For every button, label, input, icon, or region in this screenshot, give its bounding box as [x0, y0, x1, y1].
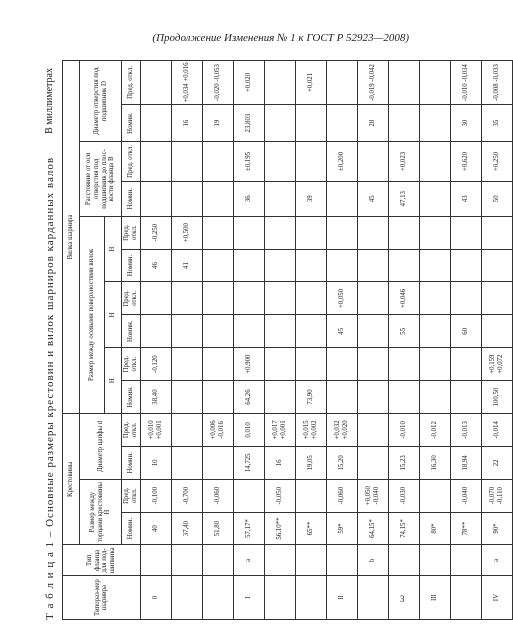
cell-b: [202, 181, 233, 216]
nominal-label: Номин.: [122, 104, 141, 141]
cell-flange: [419, 545, 450, 576]
cell-type: [171, 576, 202, 620]
cell-flange: a: [233, 545, 264, 576]
cell-type: I: [233, 576, 264, 620]
nominal-label: Номин.: [122, 249, 141, 282]
cell-h: 51,80: [202, 512, 233, 545]
cell-h1-tol: +0,900: [233, 348, 264, 381]
table-row: [481, 61, 512, 620]
cell-h2-tol: [171, 282, 202, 315]
cell-h2-tol: [419, 282, 450, 315]
cell-b: 47,13: [388, 181, 419, 216]
cell-h3-tol: [202, 216, 233, 249]
cell-h1-tol: [419, 348, 450, 381]
nominal-label: Номин.: [122, 315, 141, 348]
cell-b: 43: [450, 181, 481, 216]
tolerance-label: Пред. откл.: [122, 216, 141, 249]
nominal-label: Номин.: [122, 446, 141, 479]
cell-b: 36: [233, 181, 264, 216]
cell-dd: 30: [450, 104, 481, 141]
cell-h3: [264, 249, 295, 282]
cell-dd: 35: [481, 104, 512, 141]
cell-b-tol: +0,620: [450, 142, 481, 181]
cell-h3-tol: -0,250: [140, 216, 171, 249]
cell-b-tol: +0,250: [481, 142, 512, 181]
cell-h3: [202, 249, 233, 282]
cell-b-tol: [264, 142, 295, 181]
tolerance-label: Пред. откл.: [122, 282, 141, 315]
cell-h3: [295, 249, 326, 282]
cell-h3: [481, 249, 512, 282]
cell-h1-tol: [388, 348, 419, 381]
cell-h: 65**: [295, 512, 326, 545]
cell-d: 16: [264, 446, 295, 479]
cell-b-tol: [140, 142, 171, 181]
cell-h-tol: [419, 479, 450, 512]
col-flange-dist: Расстояние от оси отверстия под подшипник до плос-кости фланца B: [80, 142, 122, 217]
cell-b: 39: [295, 181, 326, 216]
col-type: Типораз-мер шарнира: [63, 576, 141, 620]
group-krestovina: Крестовины: [63, 413, 80, 545]
cell-h-tol: -0,030: [388, 479, 419, 512]
table-row: [357, 61, 388, 620]
cell-h3: 41: [171, 249, 202, 282]
cell-h1: [419, 381, 450, 414]
cell-b-tol: ±0,195: [233, 142, 264, 181]
cell-flange: [450, 545, 481, 576]
cell-d: [357, 446, 388, 479]
cell-h2-tol: +0,046: [388, 282, 419, 315]
cell-h1: [450, 381, 481, 414]
cell-h1: 38,40: [140, 381, 171, 414]
col-journal-diam: Диаметр цапфы d: [80, 413, 122, 479]
cell-dd-tol: +0,020: [233, 61, 264, 105]
unit-note: В миллиметрах: [44, 68, 55, 134]
cell-b-tol: +0,023: [388, 142, 419, 181]
cell-h3-tol: [357, 216, 388, 249]
cell-h1-tol: +0,159 +0,072: [481, 348, 512, 381]
tolerance-label: Пред. откл.: [122, 142, 141, 181]
cell-h3-tol: [481, 216, 512, 249]
cell-d: 16,30: [419, 446, 450, 479]
dimensions-table: [62, 60, 513, 620]
cell-h1: [388, 381, 419, 414]
cell-b-tol: [295, 142, 326, 181]
cell-h3-tol: [233, 216, 264, 249]
cell-h1: 100,50: [481, 381, 512, 414]
cell-h2-tol: [481, 282, 512, 315]
cell-h2: [357, 315, 388, 348]
table-row: [295, 61, 326, 620]
cell-dd: 19: [202, 104, 233, 141]
group-vilka: Вилка шарнира: [63, 61, 80, 414]
cell-h1-tol: [171, 348, 202, 381]
cell-h-tol: -0,700: [171, 479, 202, 512]
cell-d-tol: +0,006 -0,016: [202, 413, 233, 446]
table-caption: Т а б л и ц а 1 – Основные размеры крестовин и вилок шарниров карданных валов: [44, 156, 56, 620]
cell-h2: [295, 315, 326, 348]
cell-h1: [357, 381, 388, 414]
table-row: [171, 61, 202, 620]
cell-flange: [388, 545, 419, 576]
cell-h2: [419, 315, 450, 348]
cell-flange: [202, 545, 233, 576]
cell-h3: [326, 249, 357, 282]
cell-b: [140, 181, 171, 216]
cell-dd: [264, 104, 295, 141]
cell-h-tol: -0,040: [450, 479, 481, 512]
cell-h1: [264, 381, 295, 414]
col-bore-diam: Диаметр отверстия под подшипник D: [80, 61, 122, 142]
cell-flange: [264, 545, 295, 576]
cell-b: [171, 181, 202, 216]
cell-h: 74,15*: [388, 512, 419, 545]
cell-b: [264, 181, 295, 216]
cell-h2: 60: [450, 315, 481, 348]
cell-h-tol: -0,060: [202, 479, 233, 512]
col-h3: H: [105, 216, 122, 282]
table-row: [450, 61, 481, 620]
cell-h2: [140, 315, 171, 348]
cell-h: 80*: [419, 512, 450, 545]
cell-d-tol: +0,032 +0,020: [326, 413, 357, 446]
page-number: 3: [400, 594, 405, 604]
cell-d: 10: [140, 446, 171, 479]
cell-type: [357, 576, 388, 620]
cell-h3-tol: [264, 216, 295, 249]
cell-h-tol: [233, 479, 264, 512]
cell-h1: [326, 381, 357, 414]
col-size-between: Размер между торцами крестовины H: [80, 479, 122, 545]
cell-h1: [202, 381, 233, 414]
table-row: [264, 61, 295, 620]
tolerance-label: Пред. откл.: [122, 61, 141, 105]
nominal-label: Номин.: [122, 181, 141, 216]
cell-h2-tol: [202, 282, 233, 315]
cell-b: 45: [357, 181, 388, 216]
cell-h1: 64,26: [233, 381, 264, 414]
cell-h1-tol: [450, 348, 481, 381]
cell-d: [171, 446, 202, 479]
col-h2: H: [105, 282, 122, 348]
cell-h3-tol: [326, 216, 357, 249]
cell-dd: [295, 104, 326, 141]
cell-dd-tol: +0,034 +0,016: [171, 61, 202, 105]
cell-dd-tol: [326, 61, 357, 105]
cell-d-tol: [357, 413, 388, 446]
nominal-label: Номин.: [122, 381, 141, 414]
cell-d: 19,05: [295, 446, 326, 479]
cell-h1: 73,90: [295, 381, 326, 414]
cell-dd: [419, 104, 450, 141]
cell-d: 15,23: [388, 446, 419, 479]
cell-h3-tol: [295, 216, 326, 249]
table-row: [202, 61, 233, 620]
cell-h2-tol: [357, 282, 388, 315]
cell-h1-tol: [326, 348, 357, 381]
cell-d-tol: 0,010: [233, 413, 264, 446]
rotated-table-block: [44, 60, 504, 620]
cell-d-tol: +0,015 +0,002: [295, 413, 326, 446]
tolerance-label: Пред. откл.: [122, 479, 141, 512]
cell-h-tol: -0,060: [326, 479, 357, 512]
cell-h3: [450, 249, 481, 282]
cell-d: [202, 446, 233, 479]
cell-dd: [140, 104, 171, 141]
cell-type: [202, 576, 233, 620]
tolerance-label: Пред. откл.: [122, 413, 141, 446]
cell-type: II: [326, 576, 357, 620]
cell-dd: [326, 104, 357, 141]
cell-d-tol: -0,010: [388, 413, 419, 446]
cell-h1-tol: [295, 348, 326, 381]
tolerance-label: Пред. откл.: [122, 348, 141, 381]
cell-h2-tol: [450, 282, 481, 315]
cell-h1: [171, 381, 202, 414]
cell-dd-tol: [419, 61, 450, 105]
cell-flange: [326, 545, 357, 576]
cell-b-tol: [171, 142, 202, 181]
table-body: [140, 61, 512, 620]
cell-flange: [295, 545, 326, 576]
cell-h3-tol: [388, 216, 419, 249]
cell-b: [326, 181, 357, 216]
cell-d-tol: -0,013: [450, 413, 481, 446]
cell-h2: [233, 315, 264, 348]
cell-b: [419, 181, 450, 216]
cell-h3-tol: [419, 216, 450, 249]
cell-h-tol: [295, 479, 326, 512]
cell-h2: 55: [388, 315, 419, 348]
cell-h: 40: [140, 512, 171, 545]
cell-h3: [388, 249, 419, 282]
cell-flange: a: [481, 545, 512, 576]
cell-type: [264, 576, 295, 620]
cell-h2-tol: +0,050: [326, 282, 357, 315]
cell-h2: 45: [326, 315, 357, 348]
col-h1: H: [105, 348, 122, 414]
cell-dd-tol: -0,019 -0,042: [357, 61, 388, 105]
cell-h2-tol: [264, 282, 295, 315]
cell-dd-tol: [140, 61, 171, 105]
cell-h2: [202, 315, 233, 348]
cell-dd: 16: [171, 104, 202, 141]
cell-dd-tol: -0,010 -0,034: [450, 61, 481, 105]
cell-h: 56,10**: [264, 512, 295, 545]
cell-h: 78**: [450, 512, 481, 545]
cell-h3: [357, 249, 388, 282]
cell-d: 14,725: [233, 446, 264, 479]
cell-dd-tol: -0,020 -0,053: [202, 61, 233, 105]
cell-dd-tol: +0,021: [295, 61, 326, 105]
table-row: [419, 61, 450, 620]
col-flange-type: Тип фланца для под-шипника: [63, 545, 141, 576]
cell-h3: [419, 249, 450, 282]
cell-h: 57,17*: [233, 512, 264, 545]
cell-h3: 46: [140, 249, 171, 282]
nominal-label: Номин.: [122, 512, 141, 545]
cell-d-tol: +0,010 +0,001: [140, 413, 171, 446]
cell-h2-tol: [295, 282, 326, 315]
cell-dd-tol: [388, 61, 419, 105]
cell-dd-tol: [264, 61, 295, 105]
cell-d-tol: -0,012: [419, 413, 450, 446]
cell-d: 15,20: [326, 446, 357, 479]
cell-type: 0: [140, 576, 171, 620]
table-row: [233, 61, 264, 620]
cell-h: 64,15*: [357, 512, 388, 545]
table-row: [140, 61, 171, 620]
cell-h1-tol: [202, 348, 233, 381]
cell-h3-tol: [450, 216, 481, 249]
cell-h-tol: -0,100: [140, 479, 171, 512]
cell-b: 50: [481, 181, 512, 216]
cell-h2-tol: [140, 282, 171, 315]
cell-type: III: [419, 576, 450, 620]
cell-d-tol: +0,017 +0,001: [264, 413, 295, 446]
cell-h-tol: -0,070 -0,110: [481, 479, 512, 512]
col-bore-distance: Размер между осевыми поверхностями вилок: [80, 216, 105, 413]
cell-dd: 28: [357, 104, 388, 141]
cell-h: 90*: [481, 512, 512, 545]
table-row: [326, 61, 357, 620]
cell-type: [295, 576, 326, 620]
cell-h: 37,40: [171, 512, 202, 545]
cell-dd: 23,803: [233, 104, 264, 141]
cell-h2: [171, 315, 202, 348]
table-row: [388, 61, 419, 620]
cell-h1-tol: [264, 348, 295, 381]
cell-h2: [481, 315, 512, 348]
cell-h2-tol: [233, 282, 264, 315]
cell-h-tol: -0,050: [264, 479, 295, 512]
cell-d: 22: [481, 446, 512, 479]
cell-type: [450, 576, 481, 620]
cell-b-tol: [202, 142, 233, 181]
cell-h1-tol: -0,120: [140, 348, 171, 381]
cell-h3: [233, 249, 264, 282]
cell-h3-tol: +0,500: [171, 216, 202, 249]
cell-d-tol: [171, 413, 202, 446]
cell-flange: b: [357, 545, 388, 576]
cell-h1-tol: [357, 348, 388, 381]
cell-b-tol: ±0,200: [326, 142, 357, 181]
cell-h2: [264, 315, 295, 348]
cell-type: IV: [481, 576, 512, 620]
cell-flange: [171, 545, 202, 576]
cell-d: 18,94: [450, 446, 481, 479]
cell-dd: [388, 104, 419, 141]
cell-d-tol: -0,014: [481, 413, 512, 446]
cell-dd-tol: -0,008 -0,033: [481, 61, 512, 105]
cell-b-tol: [357, 142, 388, 181]
continuation-header: (Продолжение Изменения № 1 к ГОСТ Р 52923—2008): [152, 32, 409, 44]
cell-flange: [140, 545, 171, 576]
cell-h-tol: +0,050 -0,040: [357, 479, 388, 512]
cell-h: 59*: [326, 512, 357, 545]
cell-b-tol: [419, 142, 450, 181]
